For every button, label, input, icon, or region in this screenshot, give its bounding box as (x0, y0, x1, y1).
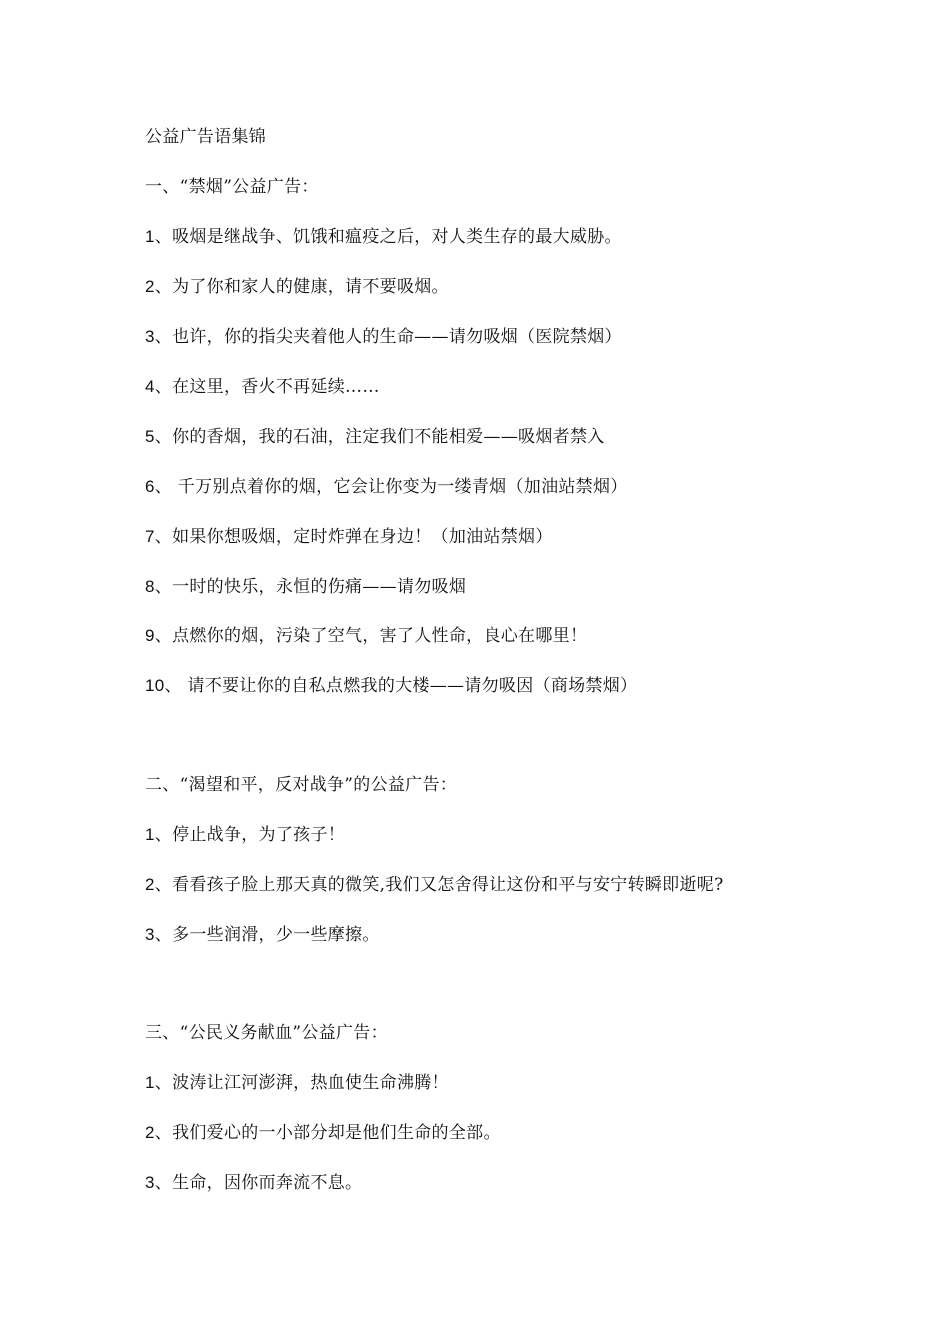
list-item (145, 225, 622, 249)
item-text: 也许，你的指尖夹着他人的生命——请勿吸烟（医院禁烟） (172, 327, 622, 347)
item-text: 我们爱心的一小部分却是他们生命的全部。 (172, 1123, 501, 1143)
list-item (145, 375, 380, 399)
list-item (145, 475, 628, 499)
section-heading-smoking: 一、“禁烟”公益广告： (145, 177, 319, 197)
item-text: 千万别点着你的烟，它会让你变为一缕青烟（加油站禁烟） (172, 477, 628, 497)
list-item (145, 674, 637, 698)
item-number: 6、 (145, 477, 173, 496)
section-heading-blood-donation: 三、“公民义务献血”公益广告： (145, 1023, 388, 1043)
list-item (145, 1071, 449, 1095)
item-number: 4、 (145, 377, 173, 396)
item-text: 在这里，香火不再延续…… (172, 377, 380, 397)
item-text: 吸烟是继战争、饥饿和瘟疫之后，对人类生存的最大威胁。 (172, 227, 622, 247)
item-text: 如果你想吸烟，定时炸弹在身边！（加油站禁烟） (172, 527, 553, 547)
item-number: 1、 (145, 227, 173, 246)
item-text: 生命，因你而奔流不息。 (172, 1173, 363, 1193)
list-item (145, 325, 622, 349)
item-number: 3、 (145, 327, 173, 346)
list-item (145, 823, 345, 847)
item-number: 2、 (145, 277, 173, 296)
item-text: 看看孩子脸上那天真的微笑,我们又怎舍得让这份和平与安宁转瞬即逝呢? (172, 875, 724, 895)
item-text: 请不要让你的自私点燃我的大楼——请勿吸因（商场禁烟） (181, 676, 638, 696)
item-number: 3、 (145, 1173, 173, 1192)
item-number: 9、 (145, 626, 173, 645)
list-item (145, 275, 449, 299)
item-number: 2、 (145, 1123, 173, 1142)
item-number: 3、 (145, 925, 173, 944)
item-number: 7、 (145, 527, 173, 546)
item-text: 停止战争，为了孩子！ (172, 825, 346, 845)
item-text: 为了你和家人的健康，请不要吸烟。 (172, 277, 449, 297)
list-item (145, 575, 466, 599)
item-text: 多一些润滑，少一些摩擦。 (172, 925, 380, 945)
list-item (145, 923, 380, 947)
item-number: 10、 (145, 676, 182, 695)
item-number: 1、 (145, 825, 173, 844)
list-item (145, 525, 553, 549)
item-number: 8、 (145, 577, 173, 596)
item-number: 2、 (145, 875, 173, 894)
list-item (145, 624, 587, 648)
list-item (145, 1171, 362, 1195)
item-text: 点燃你的烟，污染了空气，害了人性命，良心在哪里！ (172, 626, 588, 646)
list-item (145, 1121, 501, 1145)
section-heading-peace: 二、“渴望和平，反对战争”的公益广告： (145, 775, 458, 795)
list-item (145, 425, 605, 449)
list-item (145, 873, 723, 897)
item-text: 波涛让江河澎湃，热血使生命沸腾！ (172, 1073, 449, 1093)
document-title: 公益广告语集锦 (145, 127, 267, 147)
item-number: 1、 (145, 1073, 173, 1092)
item-text: 你的香烟，我的石油，注定我们不能相爱——吸烟者禁入 (172, 427, 605, 447)
item-text: 一时的快乐，永恒的伤痛——请勿吸烟 (172, 577, 467, 597)
item-number: 5、 (145, 427, 173, 446)
